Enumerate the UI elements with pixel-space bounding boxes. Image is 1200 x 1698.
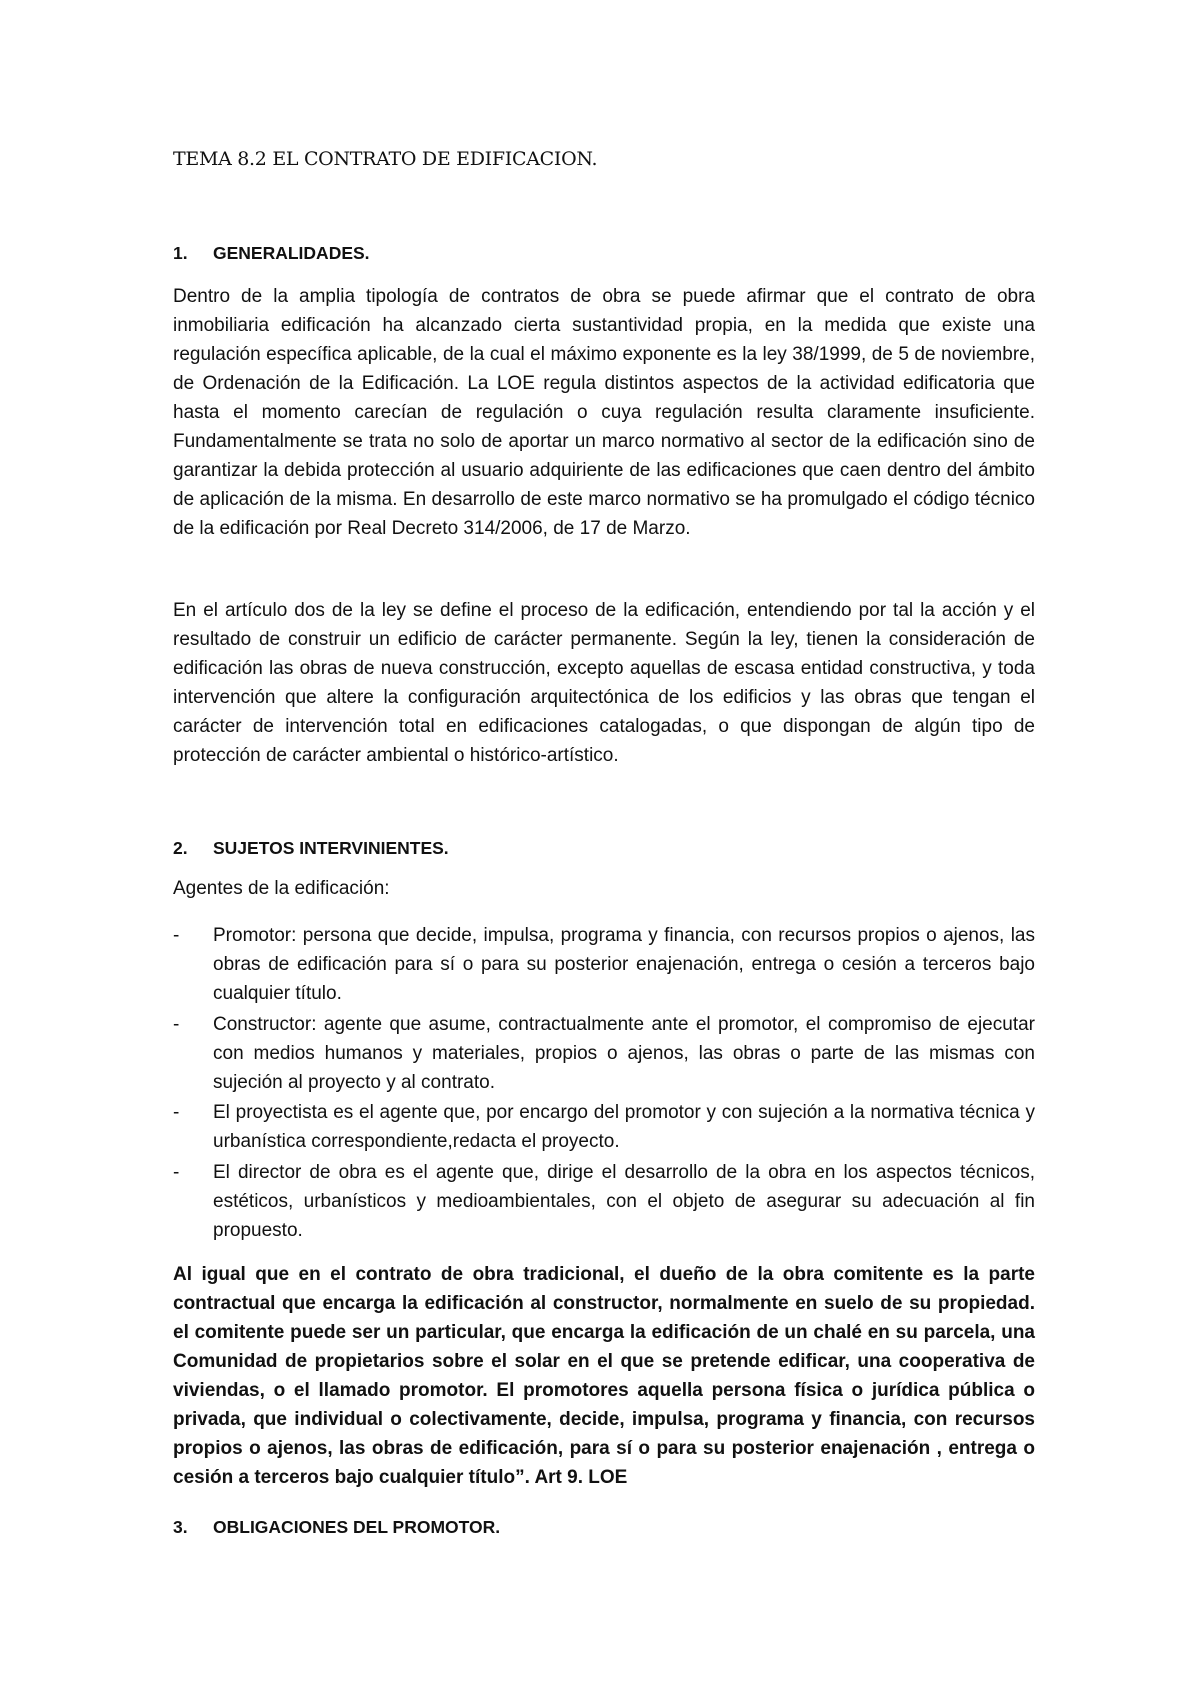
list-dash: - — [173, 1162, 180, 1183]
list-item-director — [173, 1158, 1035, 1245]
paragraph-comitente: Al igual que en el contrato de obra tradicional, el dueño de la obra comitente es la parte contractual que encarga la edificación al constructor, normalmente en suelo de su propiedad. el comitente puede ser un particular, que encarga la edificación de un chalé en su parcela, una Comunidad de propietarios sobre el solar en el que se pretende edificar, una cooperativa de viviendas, o el llamado promotor. El promotores aquella persona física o jurídica pública o privada, que individual o colectivamente, decide, impulsa, programa y financia, con recursos propios o ajenos, las obras de edificación, para sí o para su posterior enajenación , entrega o cesión a terceros bajo cualquier título”. Art 9. LOE — [173, 1264, 1035, 1488]
list-item-text: El proyectista es el agente que, por encargo del promotor y con sujeción a la normativa técnica y urbanística correspondiente,redacta el proyecto. — [213, 1102, 1035, 1152]
list-item-text: El director de obra es el agente que, dirige el desarrollo de la obra en los aspectos técnicos, estéticos, urbanísticos y medioambientales, con el objeto de asegurar su adecuación al fin propuesto. — [213, 1162, 1035, 1241]
agents-label: Agentes de la edificación: — [173, 878, 390, 899]
section-heading-generalidades — [173, 243, 370, 264]
section-heading-sujetos — [173, 838, 449, 859]
paragraph-article-two: En el artículo dos de la ley se define el proceso de la edificación, entendiendo por tal la acción y el resultado de construir un edificio de carácter permanente. Según la ley, tienen la consideración de edificación las obras de nueva construcción, excepto aquellas de escasa entidad constructiva, y toda intervención que altere la configuración arquitectónica de los edificios y las obras que tengan el carácter de intervención total en edificaciones catalogadas, o que dispongan de algún tipo de protección de carácter ambiental o histórico-artístico. — [173, 600, 1035, 766]
list-item-constructor — [173, 1010, 1035, 1097]
list-dash: - — [173, 1014, 180, 1035]
paragraph-intro: Dentro de la amplia tipología de contratos de obra se puede afirmar que el contrato de obra inmobiliaria edificación ha alcanzado cierta sustantividad propia, en la medida que existe una regulación específica aplicable, de la cual el máximo exponente es la ley 38/1999, de 5 de noviembre, de Ordenación de la Edificación. La LOE regula distintos aspectos de la actividad edificatoria que hasta el momento carecían de regulación o cuya regulación resulta claramente insuficiente. Fundamentalmente se trata no solo de aportar un marco normativo al sector de la edificación sino de garantizar la debida protección al usuario adquiriente de las edificaciones que caen dentro del ámbito de aplicación de la misma. En desarrollo de este marco normativo se ha promulgado el código técnico de la edificación por Real Decreto 314/2006, de 17 de Marzo. — [173, 286, 1035, 539]
list-item-text: Promotor: persona que decide, impulsa, programa y financia, con recursos propios o ajenos, las obras de edificación para sí o para su posterior enajenación, entrega o cesión a terceros bajo cualquier título. — [213, 925, 1035, 1004]
list-item-text: Constructor: agente que asume, contractualmente ante el promotor, el compromiso de ejecutar con medios humanos y materiales, propios o ajenos, las obras o parte de las mismas con sujeción al proyecto y al contrato. — [213, 1014, 1035, 1093]
document-title: TEMA 8.2 EL CONTRATO DE EDIFICACION. — [173, 148, 598, 170]
section-title: GENERALIDADES. — [213, 243, 370, 263]
section-number: 1. — [173, 243, 188, 263]
section-heading-obligaciones — [173, 1517, 500, 1538]
section-number: 2. — [173, 838, 188, 858]
list-item-promotor — [173, 921, 1035, 1008]
list-dash: - — [173, 1102, 180, 1123]
section-number: 3. — [173, 1517, 188, 1537]
section-title: OBLIGACIONES DEL PROMOTOR. — [213, 1517, 501, 1537]
section-title: SUJETOS INTERVINIENTES. — [213, 838, 449, 858]
list-dash: - — [173, 925, 180, 946]
list-item-proyectista — [173, 1098, 1035, 1156]
